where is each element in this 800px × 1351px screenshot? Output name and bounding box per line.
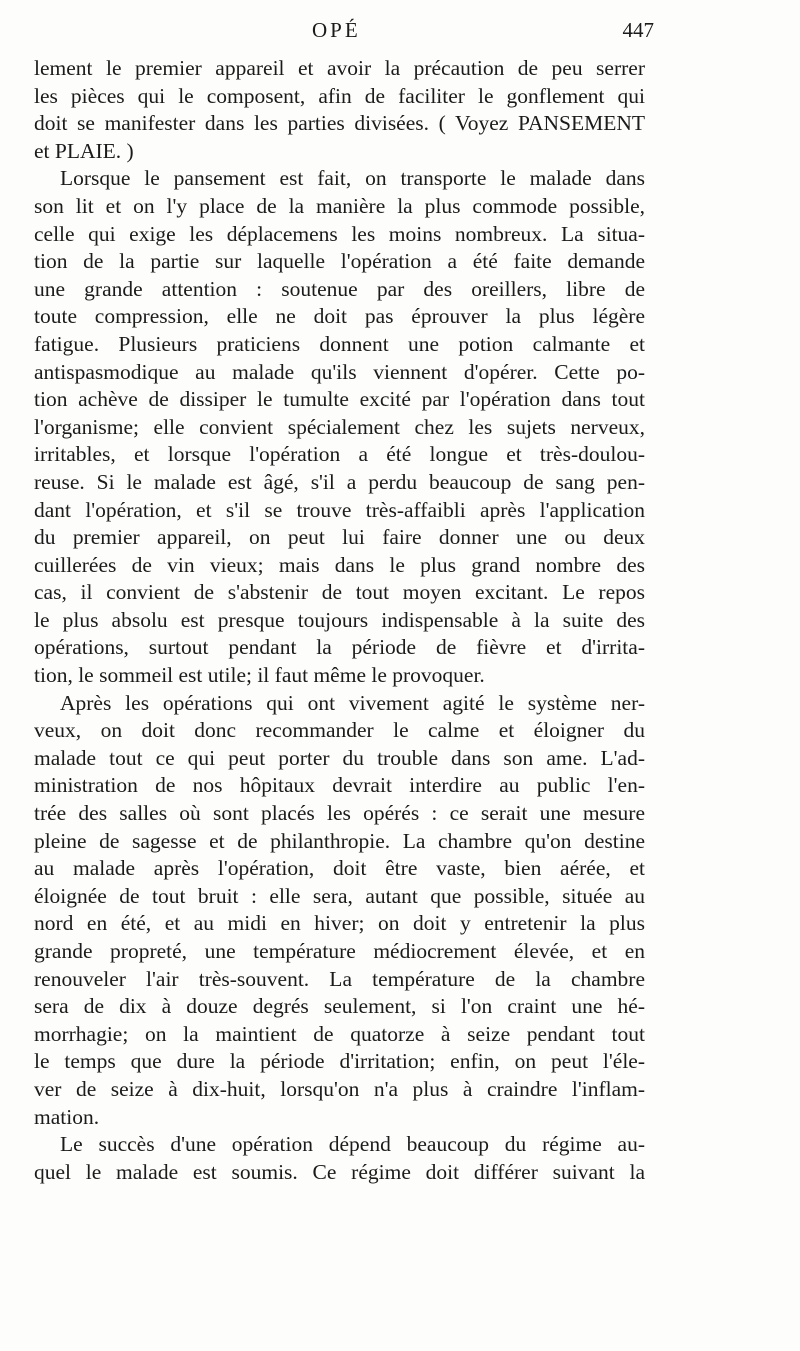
text-line: son lit et on l'y place de la manière la plus commode possible,	[34, 193, 645, 218]
text-line: doit se manifester dans les parties divisées. ( Voyez PANSEMENT	[34, 111, 645, 136]
paragraph	[34, 165, 645, 689]
text-line: irritables, et lorsque l'opération a été longue et très-doulou-	[34, 442, 645, 467]
text-line: nord en été, et au midi en hiver; on doit y entretenir la plus	[34, 911, 645, 936]
text-line: mation.	[34, 1104, 100, 1129]
text-line: une grande attention : soutenue par des oreillers, libre de	[34, 276, 645, 301]
running-head: OPÉ	[312, 18, 361, 42]
text-line: au malade après l'opération, doit être vaste, bien aérée, et	[34, 856, 645, 881]
text-line: les pièces qui le composent, afin de faciliter le gonflement qui	[34, 83, 645, 108]
text-line: ministration de nos hôpitaux devrait interdire au public l'en-	[34, 773, 645, 798]
page-header	[34, 18, 654, 54]
page-body	[34, 55, 645, 1186]
text-line: éloignée de tout bruit : elle sera, autant que possible, située au	[34, 883, 645, 908]
text-line: et PLAIE. )	[34, 138, 134, 163]
text-line: le temps que dure la période d'irritation; enfin, on peut l'éle-	[34, 1049, 645, 1074]
text-line: toute compression, elle ne doit pas éprouver la plus légère	[34, 304, 645, 329]
text-line: veux, on doit donc recommander le calme et éloigner du	[34, 718, 645, 743]
paragraph	[34, 55, 645, 165]
text-line: ver de seize à dix-huit, lorsqu'on n'a plus à craindre l'inflam-	[34, 1076, 645, 1101]
text-line: trée des salles où sont placés les opérés : ce serait une mesure	[34, 801, 645, 826]
text-line: antispasmodique au malade qu'ils viennent d'opérer. Cette po-	[34, 359, 645, 384]
text-line: reuse. Si le malade est âgé, s'il a perdu beaucoup de sang pen-	[34, 469, 645, 494]
text-line: fatigue. Plusieurs praticiens donnent une potion calmante et	[34, 331, 645, 356]
text-line: Lorsque le pansement est fait, on transporte le malade dans	[60, 166, 645, 191]
text-line: grande propreté, une température médiocrement élevée, et en	[34, 939, 645, 963]
paragraph	[34, 1131, 645, 1186]
text-line: Le succès d'une opération dépend beaucoup du régime au-	[60, 1132, 645, 1157]
text-line: dant l'opération, et s'il se trouve très-affaibli après l'application	[34, 497, 645, 522]
text-line: malade tout ce qui peut porter du trouble dans son ame. L'ad-	[34, 745, 645, 770]
text-line: pleine de sagesse et de philanthropie. La chambre qu'on destine	[34, 828, 645, 853]
text-line: du premier appareil, on peut lui faire donner une ou deux	[34, 525, 645, 550]
text-line: celle qui exige les déplacemens les moins nombreux. La situa-	[34, 221, 645, 246]
text-line: opérations, surtout pendant la période de fièvre et d'irrita-	[34, 635, 645, 660]
text-line: quel le malade est soumis. Ce régime doit différer suivant la	[34, 1159, 645, 1184]
text-line: renouveler l'air très-souvent. La température de la chambre	[34, 966, 645, 991]
text-line: l'organisme; elle convient spécialement chez les sujets nerveux,	[34, 414, 645, 439]
page-number: 447	[622, 18, 654, 42]
text-line: morrhagie; on la maintient de quatorze à seize pendant tout	[34, 1021, 645, 1046]
paragraph	[34, 690, 645, 1132]
text-line: cas, il convient de s'abstenir de tout moyen excitant. Le repos	[34, 580, 645, 605]
text-line: tion de la partie sur laquelle l'opération a été faite demande	[34, 249, 645, 274]
text-line: tion, le sommeil est utile; il faut même le provoquer.	[34, 663, 485, 688]
text-line: le plus absolu est presque toujours indispensable à la suite des	[34, 607, 645, 632]
text-line: Après les opérations qui ont vivement agité le système ner-	[60, 690, 645, 715]
text-line: sera de dix à douze degrés seulement, si l'on craint une hé-	[34, 994, 645, 1019]
text-line: tion achève de dissiper le tumulte excité par l'opération dans tout	[34, 387, 645, 412]
text-line: cuillerées de vin vieux; mais dans le plus grand nombre des	[34, 552, 645, 577]
text-line: lement le premier appareil et avoir la précaution de peu serrer	[34, 56, 645, 80]
